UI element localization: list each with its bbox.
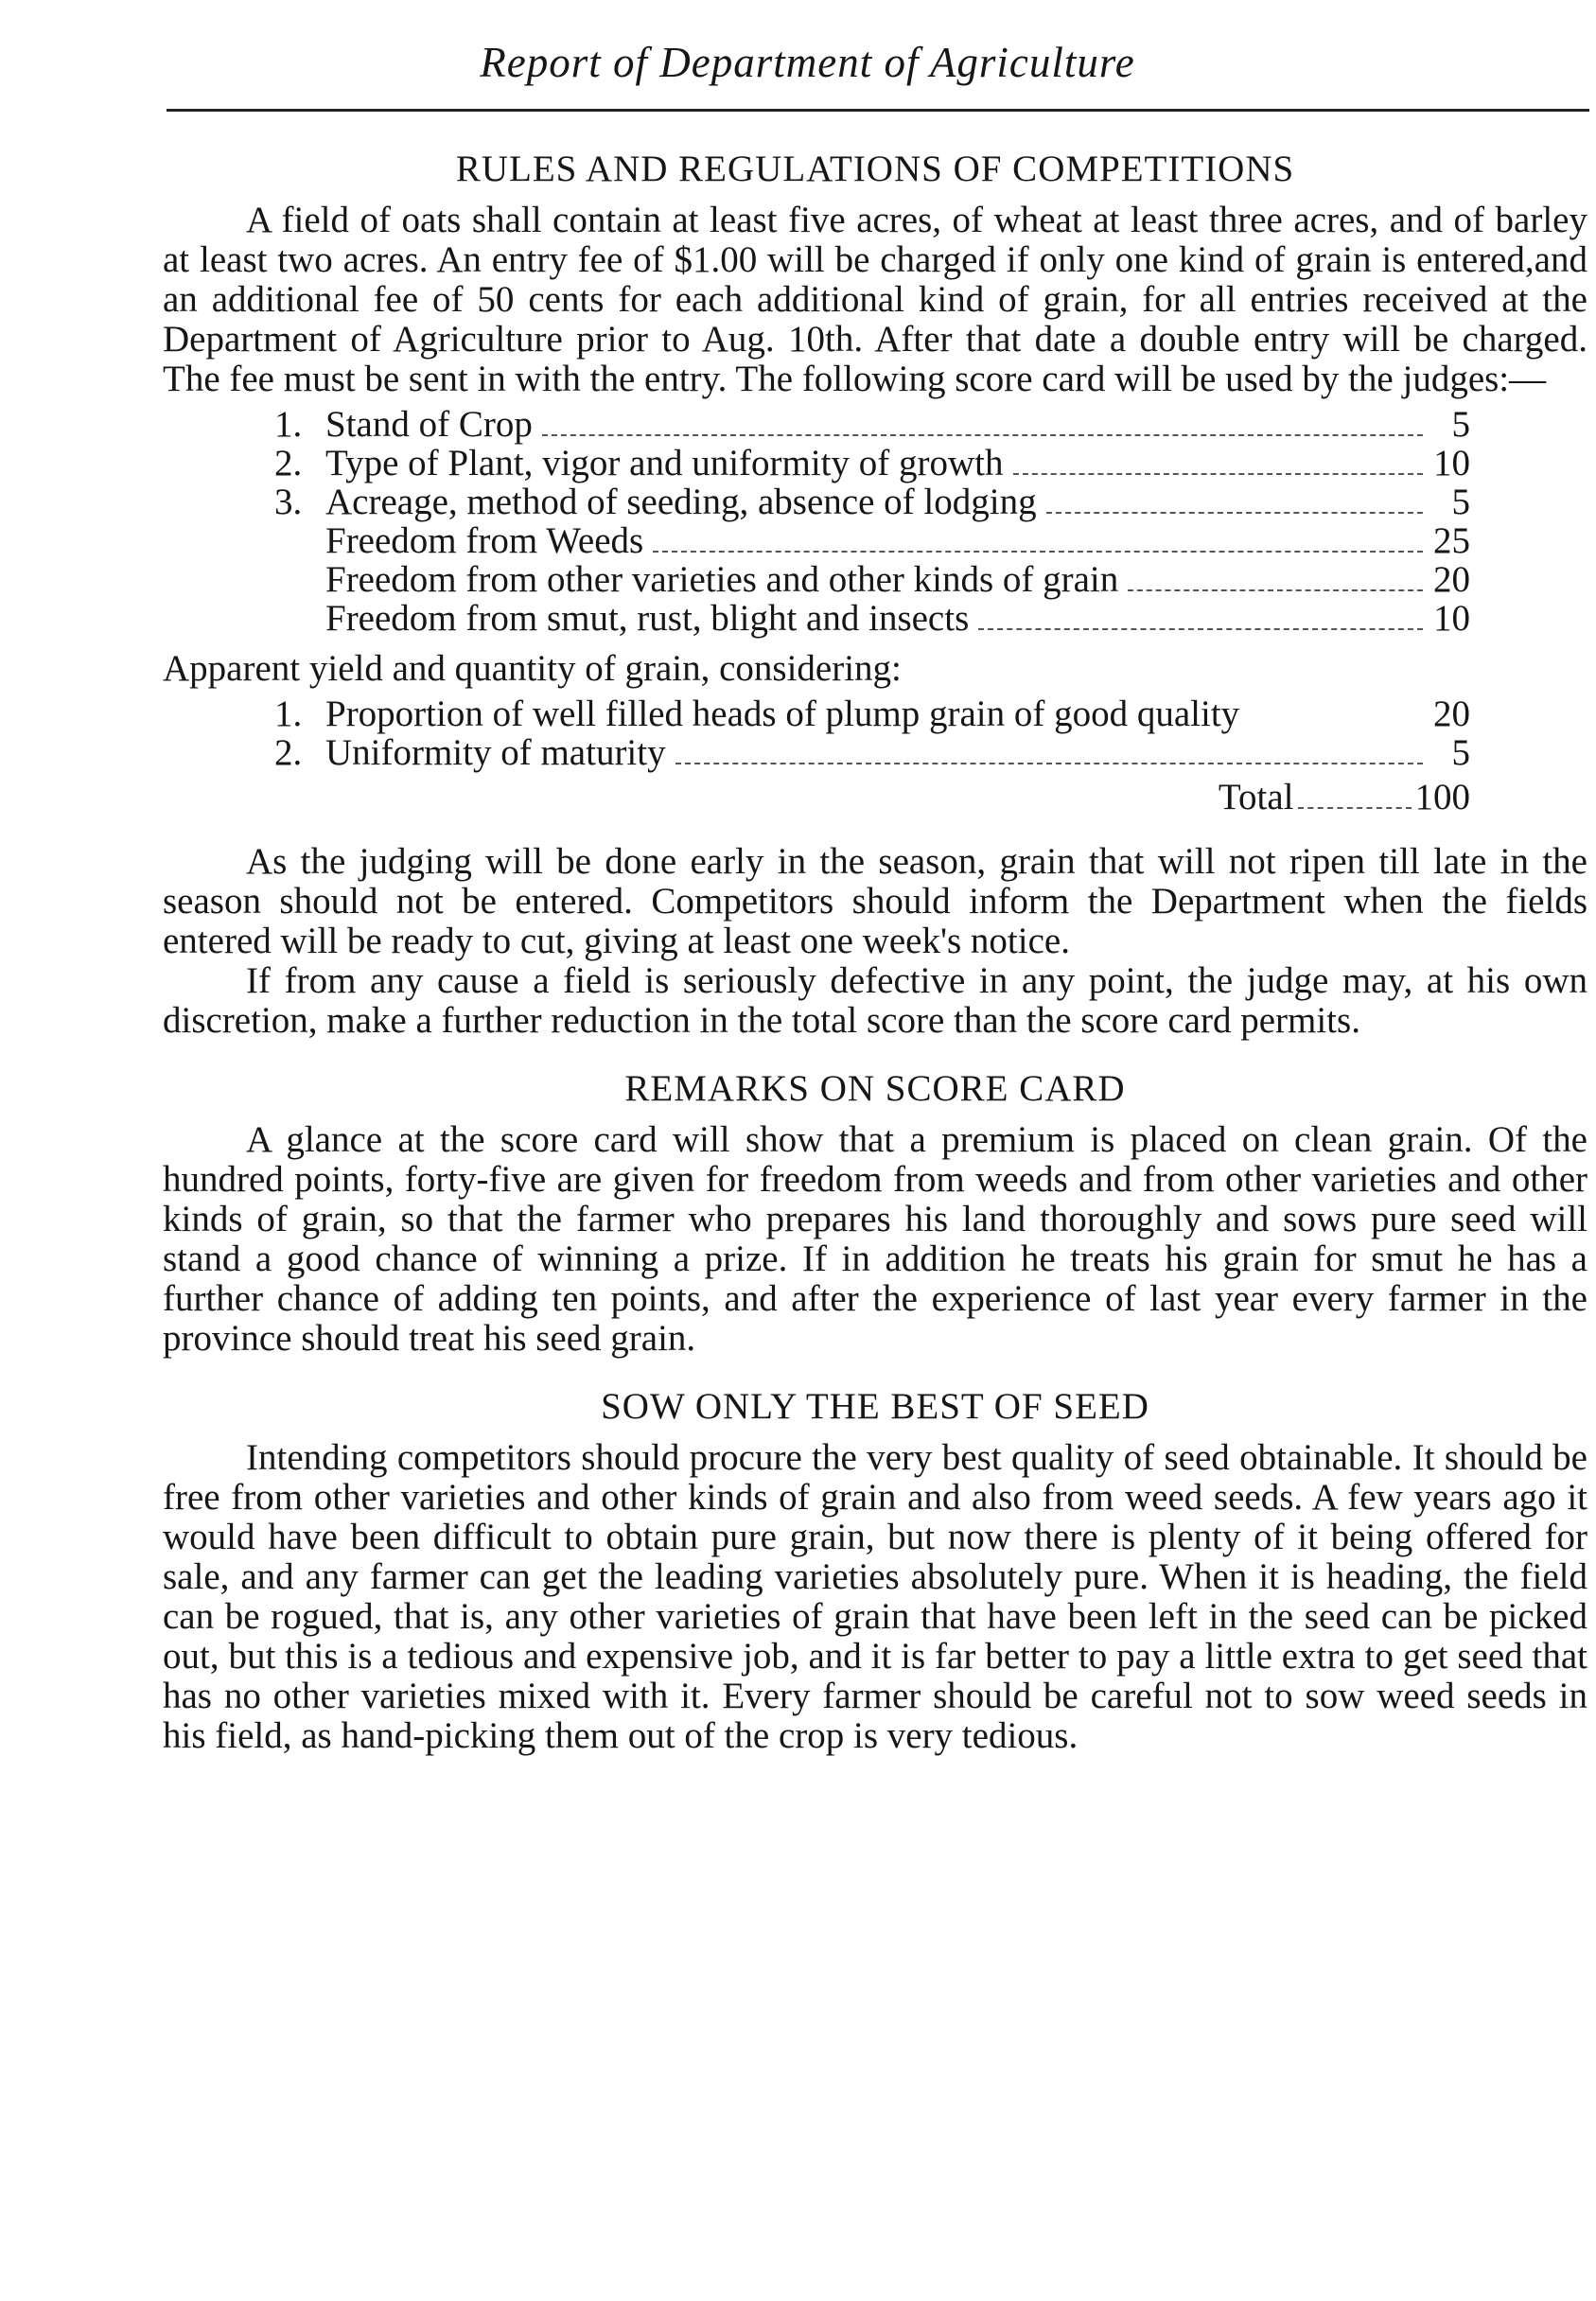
seed-paragraph: Intending competitors should procure the very best quality of seed obtainable. It should be free from other varieties and other kinds of grain and also from weed seeds. A few years ago it would have been difficult to obtain pure grain, but now there is plenty of it being offered for sale, and any farmer can get the leading varieties absolutely pure. When it is heading, the field can be rogued, that is, any other varieties of grain that have been left in the seed can be picked out, but this is a tedious and expensive job, and it is far better to pay a little extra to get seed that has no other varieties mixed with it. Every farmer should be careful not to sow weed seeds in his field, as hand-picking them out of the crop is very tedious. [163, 1437, 1587, 1756]
total-label: Total [1218, 777, 1294, 817]
yield-heading: Apparent yield and quantity of grain, considering: [163, 648, 902, 689]
score-item-points: 20 [1433, 559, 1470, 600]
score-card-list [163, 405, 1587, 638]
dotted-leader [978, 628, 1423, 630]
dotted-leader [1298, 807, 1412, 809]
score-item [274, 521, 1470, 560]
page-content [163, 149, 1587, 1756]
yield-item-number: 2. [274, 732, 303, 773]
score-item-points: 25 [1433, 520, 1470, 561]
yield-item-points: 20 [1433, 694, 1470, 734]
yield-list [163, 694, 1587, 772]
remarks-heading: REMARKS ON SCORE CARD [624, 1068, 1126, 1109]
score-item-points: 10 [1433, 598, 1470, 639]
dotted-leader [653, 551, 1423, 553]
judging-paragraph-1: As the judging will be done early in the season, grain that will not ripen till late in the season should not be entered. Competitors should inform the Department when the fields entered will be ready to cut, giving at least one week's notice. [163, 841, 1587, 961]
score-item-label: Freedom from Weeds [325, 520, 644, 561]
score-item-label: Freedom from other varieties and other kinds of grain [325, 559, 1119, 600]
judging-paragraph-2: If from any cause a field is seriously defective in any point, the judge may, at his own discretion, make a further reduction in the total score than the score card permits. [163, 960, 1587, 1041]
score-item-number: 3. [274, 482, 303, 522]
score-item [274, 599, 1470, 638]
score-item-number: 1. [274, 404, 303, 445]
score-item-number: 2. [274, 443, 303, 483]
header-rule [167, 109, 1589, 112]
score-item [274, 483, 1470, 521]
score-item [274, 560, 1470, 599]
yield-item-number: 1. [274, 694, 303, 734]
yield-item-label: Proportion of well filled heads of plump grain of good quality [325, 694, 1240, 734]
score-item-label: Freedom from smut, rust, blight and insects [325, 598, 970, 639]
rules-heading: RULES AND REGULATIONS OF COMPETITIONS [455, 149, 1295, 189]
yield-item [274, 733, 1470, 772]
yield-item [274, 694, 1470, 733]
score-total [163, 778, 1470, 819]
seed-heading: SOW ONLY THE BEST OF SEED [601, 1386, 1149, 1427]
dotted-leader [1046, 512, 1423, 514]
score-item [274, 405, 1470, 444]
yield-item-points: 5 [1451, 732, 1470, 773]
running-header: Report of Department of Agriculture [480, 39, 1135, 86]
score-item-label: Type of Plant, vigor and uniformity of growth [325, 443, 1004, 483]
score-item-points: 5 [1451, 482, 1470, 522]
score-item-points: 10 [1433, 443, 1470, 483]
leader-gap [1249, 724, 1423, 726]
score-item-label: Stand of Crop [325, 404, 533, 445]
dotted-leader [542, 434, 1423, 436]
yield-item-label: Uniformity of maturity [325, 732, 666, 773]
dotted-leader [1128, 589, 1423, 591]
rules-paragraph: A field of oats shall contain at least five acres, of wheat at least three acres, and of barley at least two acres. An entry fee of $1.00 will be charged if only one kind of grain is entered,and an additional fee of 50 cents for each additional kind of grain, for all entries received at the Department of Agriculture prior to Aug. 10th. After that date a double entry will be charged. The fee must be sent in with the entry. The following score card will be used by the judges:— [163, 200, 1587, 399]
score-item-label: Acreage, method of seeding, absence of lodging [325, 482, 1037, 522]
remarks-paragraph: A glance at the score card will show that a premium is placed on clean grain. Of the hundred points, forty-five are given for freedom from weeds and from other varieties and other kinds of grain, so that the farmer who prepares his land thoroughly and sows pure seed will stand a good chance of winning a prize. If in addition he treats his grain for smut he has a further chance of adding ten points, and after the experience of last year every farmer in the province should treat his seed grain. [163, 1119, 1587, 1359]
total-value: 100 [1414, 777, 1470, 817]
dotted-leader [675, 763, 1423, 764]
score-item [274, 444, 1470, 483]
dotted-leader [1013, 473, 1424, 475]
score-item-points: 5 [1451, 404, 1470, 445]
